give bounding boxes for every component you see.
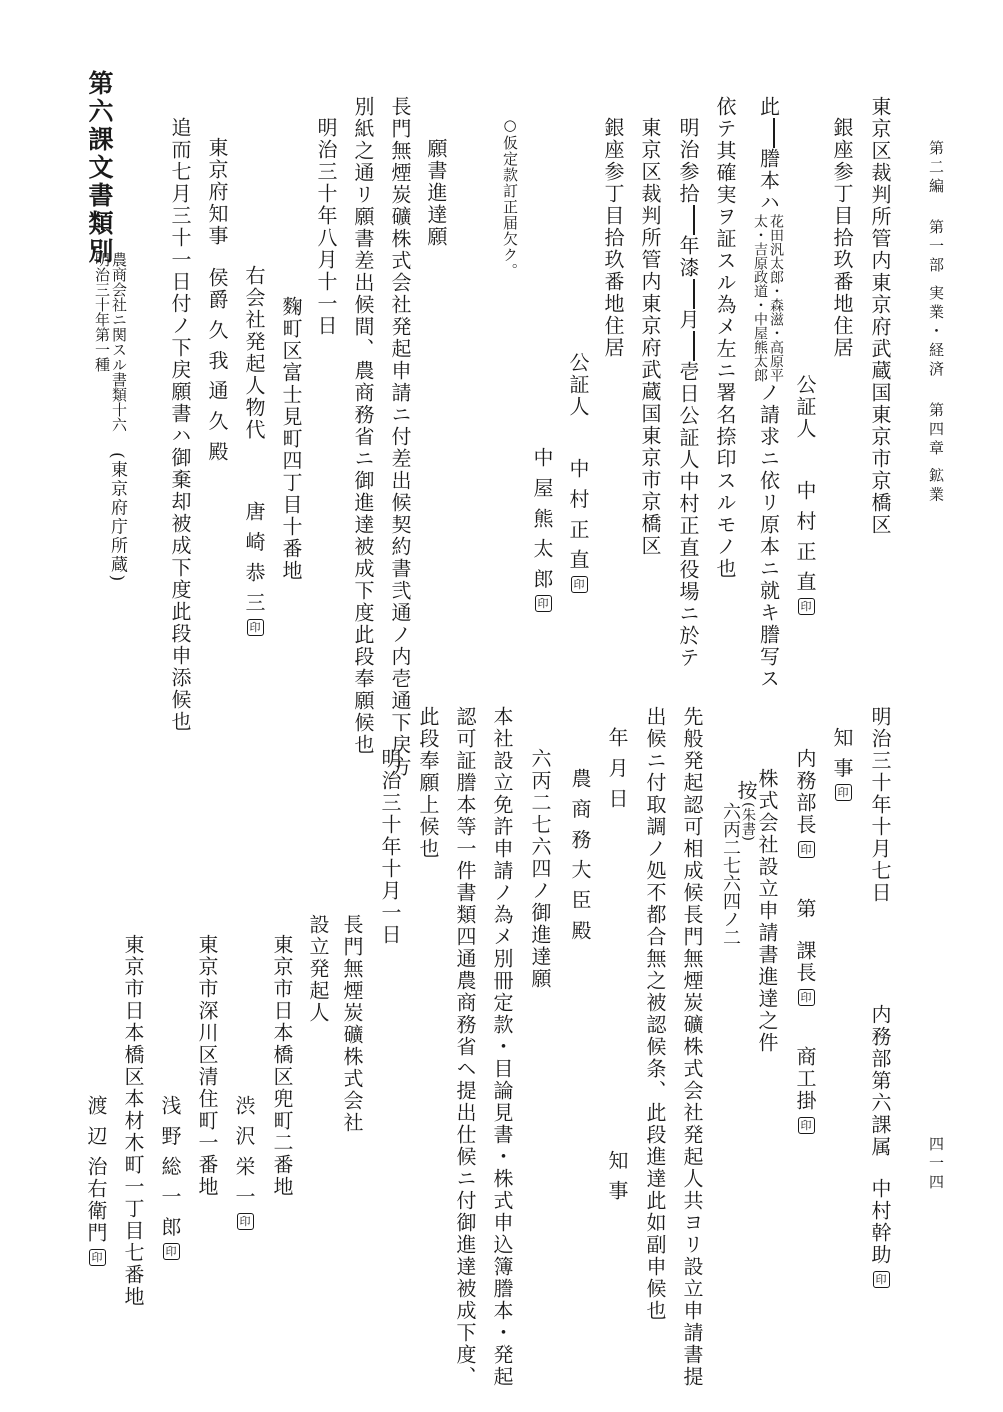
seal-icon: 印 <box>798 841 815 858</box>
bottom-line-13: 此段奉願上候也 <box>416 706 440 860</box>
bottom-line-22: 渡 辺 治右衛門印 <box>84 1095 108 1264</box>
top-line-12: 願書進達願 <box>424 138 448 248</box>
bottom-line-20: 浅 野 総 一 郎印 <box>158 1095 182 1259</box>
notary-name: 中 村 正 直 <box>793 480 817 594</box>
notary-label: 公証人 <box>793 374 817 440</box>
top-line-18: 東京府知事侯爵 久 我 通 久 殿 <box>205 137 229 463</box>
top-line-10: 中 屋 熊 太 郎印 <box>530 447 554 611</box>
bottom-line-9: 農 商 務 大 臣 殿 <box>568 768 592 942</box>
vermilion-note: (朱書) <box>740 802 756 841</box>
top-line-19: 追而七月三十一日付ノ下戻願書ハ御棄却被成下度此段申添候也 <box>168 117 192 733</box>
seal-icon: 印 <box>798 598 815 615</box>
seal-icon: 印 <box>247 619 264 636</box>
seal-icon: 印 <box>798 1117 815 1134</box>
top-line-16: 麴町区富士見町四丁目十番地 <box>279 296 303 582</box>
bottom-line-6: 先般発起認可相成候長門無煙炭礦株式会社発起人共ヨリ設立申請書提 <box>680 706 704 1388</box>
bottom-line-3: 内務部長印第課長印商工掛印 <box>793 748 817 1132</box>
bottom-line-18: 渋 沢 栄 一印 <box>232 1095 256 1229</box>
header-bu: 第一部 実業・経済 <box>927 219 945 380</box>
top-line-1: 東京区裁判所管内東京府武蔵国東京市京橋区 <box>868 96 892 536</box>
seal-icon: 印 <box>535 595 552 612</box>
section-title: 第六課文書類別 <box>85 70 114 266</box>
bottom-line-2: 知 事印 <box>830 727 854 800</box>
top-line-20: 農商会社ニ関スル書類十六 明治三十年第一種 (東京府庁所蔵) <box>93 252 128 584</box>
bottom-line-5: 按 (朱書) 六丙二七六四ノ二 <box>720 780 758 946</box>
bottom-line-1: 明治三十年十月七日内務部第六課属中村幹助印 <box>868 706 892 1286</box>
top-line-3 <box>795 374 815 615</box>
top-line-17: 右会社発起人物代唐 崎 恭 三印 <box>242 265 266 635</box>
bottom-line-14: 明治三十年十月一日 <box>378 748 402 946</box>
inline-note: 花田汎太郎・森滋・高原平 太・吉原政道・中屋熊太郎 <box>752 214 784 382</box>
top-line-8: 銀座参丁目拾玖番地住居 <box>601 117 625 359</box>
header-hen: 第二編 <box>927 140 945 197</box>
long-dash <box>773 118 775 148</box>
top-line-9: 公証人中 村 正 直印 <box>566 352 590 592</box>
header-sho: 第四章 鉱業 <box>927 401 945 506</box>
bottom-line-8: 年 月 日知 事 <box>605 727 629 1203</box>
top-line-4: 此謄本ハ 花田汎太郎・森滋・高原平 太・吉原政道・中屋熊太郎 ノ請求ニ依リ原本ニ就キ謄写ス <box>752 96 784 690</box>
bottom-line-10: 六丙二七六四ノ御進達願 <box>528 748 552 990</box>
bottom-line-21: 東京市日本橋区本材木町一丁目七番地 <box>121 934 145 1308</box>
top-line-11: ○仮定款訂正届欠ク。 <box>501 116 519 279</box>
top-line-2: 銀座参丁目拾玖番地住居 <box>830 117 854 359</box>
seal-icon: 印 <box>798 989 815 1006</box>
archive-note: 農商会社ニ関スル書類十六 明治三十年第一種 <box>93 252 128 432</box>
top-line-6: 明治参拾年漆月壱日公証人中村正直役場ニ於テ <box>676 117 700 669</box>
seal-icon: 印 <box>237 1213 254 1230</box>
seal-icon: 印 <box>163 1243 180 1260</box>
seal-icon: 印 <box>873 1271 890 1288</box>
top-line-5: 依テ其確実ヲ証スル為メ左ニ署名捺印スルモノ也 <box>713 96 737 580</box>
seal-icon: 印 <box>835 784 852 801</box>
running-header <box>928 140 943 506</box>
bottom-line-11: 本社設立免許申請ノ為メ別冊定款・目論見書・株式申込簿謄本・発起 <box>490 706 514 1388</box>
top-line-15: 明治三十年八月十一日 <box>314 117 338 337</box>
bottom-line-15: 長門無煙炭礦株式会社 <box>340 914 364 1134</box>
top-line-7: 東京区裁判所管内東京府武蔵国東京市京橋区 <box>638 117 662 557</box>
bottom-line-16: 設立発起人 <box>306 914 330 1024</box>
bottom-line-7: 出候ニ付取調ノ処不都合無之被認候条、此段進達此如副申候也 <box>643 706 667 1322</box>
top-line-14: 別紙之通リ願書差出候間、農商務省ニ御進達被成下度此段奉願候也 <box>351 96 375 756</box>
seal-icon: 印 <box>89 1249 106 1266</box>
bottom-line-17: 東京市日本橋区兜町二番地 <box>270 934 294 1198</box>
bottom-line-19: 東京市深川区清住町一番地 <box>195 934 219 1198</box>
seal-icon: 印 <box>571 576 588 593</box>
page-number: 四一四 <box>927 1136 945 1193</box>
top-line-13: 長門無煙炭礦株式会社発起申請ニ付差出候契約書弐通ノ内壱通下戻方 <box>388 96 412 778</box>
bottom-line-12: 認可証謄本等一件書類四通農商務省ヘ提出仕候ニ付御進達被成下度、 <box>453 706 477 1388</box>
bottom-line-4: 株式会社設立申請書進達之件 <box>755 768 779 1054</box>
